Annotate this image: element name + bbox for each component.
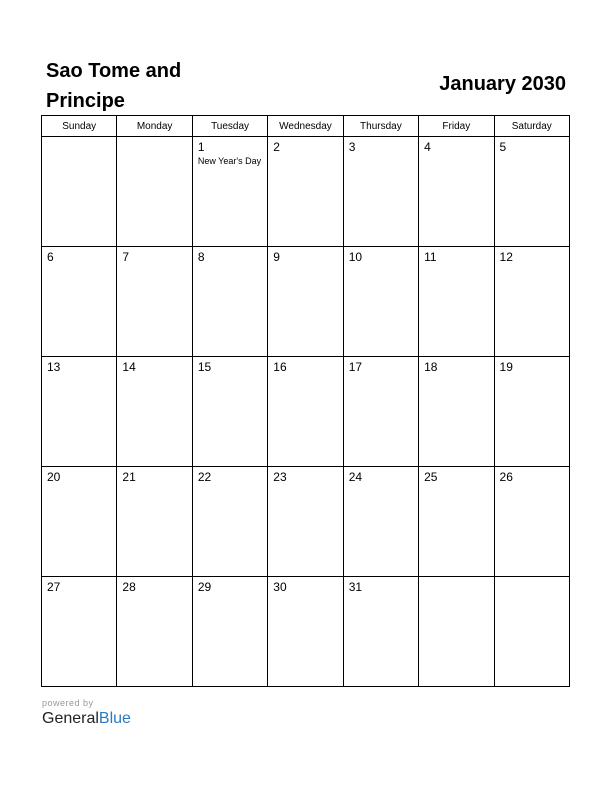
day-cell bbox=[192, 577, 267, 687]
day-number bbox=[42, 137, 116, 140]
day-number: 29 bbox=[197, 580, 212, 594]
month-title: January 2030 bbox=[439, 73, 566, 95]
day-number: 27 bbox=[47, 580, 61, 594]
day-number: 13 bbox=[47, 360, 61, 374]
day-number: 20 bbox=[47, 470, 61, 484]
day-cell bbox=[268, 357, 343, 467]
country-title: Sao Tome and Principe bbox=[46, 60, 182, 112]
weekday-monday: Monday bbox=[117, 116, 192, 137]
day-number: 16 bbox=[273, 360, 287, 374]
day-number: 3 bbox=[348, 140, 356, 154]
day-number: 23 bbox=[273, 470, 287, 484]
day-cell bbox=[494, 577, 569, 687]
day-number: 6 bbox=[47, 250, 54, 264]
brand-blue-text: Blue bbox=[98, 710, 131, 727]
day-number bbox=[495, 577, 569, 580]
day-cell bbox=[192, 467, 267, 577]
calendar-grid bbox=[41, 115, 570, 687]
day-number: 18 bbox=[424, 360, 438, 374]
brand-general-text: General bbox=[42, 710, 99, 727]
day-cell bbox=[117, 247, 192, 357]
day-number: 9 bbox=[273, 250, 280, 264]
weekday-friday: Friday bbox=[419, 116, 494, 137]
day-cell bbox=[268, 467, 343, 577]
day-cell bbox=[419, 247, 494, 357]
weekday-thursday: Thursday bbox=[343, 116, 418, 137]
day-number: 17 bbox=[348, 360, 363, 374]
weekday-tuesday: Tuesday bbox=[192, 116, 267, 137]
day-cell bbox=[268, 577, 343, 687]
day-cell bbox=[117, 467, 192, 577]
footer-branding bbox=[42, 698, 131, 729]
day-cell bbox=[42, 357, 117, 467]
day-number: 14 bbox=[122, 360, 136, 374]
day-number: 1 bbox=[197, 140, 205, 154]
day-cell bbox=[42, 137, 117, 247]
day-number: 19 bbox=[499, 360, 513, 374]
day-cell bbox=[117, 577, 192, 687]
weekday-header-row bbox=[42, 116, 570, 137]
day-cell bbox=[419, 467, 494, 577]
day-number: 10 bbox=[348, 250, 363, 264]
day-number: 22 bbox=[197, 470, 212, 484]
day-cell bbox=[192, 137, 267, 247]
day-cell bbox=[419, 577, 494, 687]
day-number: 24 bbox=[348, 470, 363, 484]
week-row bbox=[42, 467, 570, 577]
day-number: 5 bbox=[499, 140, 507, 154]
day-number: 12 bbox=[499, 250, 513, 264]
day-number: 25 bbox=[424, 470, 438, 484]
weekday-saturday: Saturday bbox=[494, 116, 569, 137]
day-cell bbox=[268, 247, 343, 357]
holiday-label: New Year's Day bbox=[197, 156, 262, 166]
day-number: 28 bbox=[122, 580, 136, 594]
day-cell bbox=[419, 137, 494, 247]
powered-by-label: powered by bbox=[42, 698, 94, 708]
day-cell bbox=[192, 357, 267, 467]
day-number: 21 bbox=[122, 470, 136, 484]
generalblue-logo[interactable] bbox=[42, 709, 131, 729]
day-cell bbox=[494, 357, 569, 467]
weekday-wednesday: Wednesday bbox=[268, 116, 343, 137]
day-number: 15 bbox=[197, 360, 212, 374]
day-number: 7 bbox=[122, 250, 130, 264]
day-number: 8 bbox=[197, 250, 205, 264]
day-cell bbox=[494, 137, 569, 247]
day-cell bbox=[343, 467, 418, 577]
weekday-sunday: Sunday bbox=[42, 116, 117, 137]
day-number: 11 bbox=[424, 250, 437, 264]
day-cell bbox=[42, 577, 117, 687]
week-row bbox=[42, 247, 570, 357]
day-cell bbox=[42, 467, 117, 577]
day-number: 4 bbox=[424, 140, 431, 154]
day-number: 30 bbox=[273, 580, 287, 594]
day-cell bbox=[117, 137, 192, 247]
day-cell bbox=[192, 247, 267, 357]
day-cell bbox=[268, 137, 343, 247]
day-cell bbox=[42, 247, 117, 357]
day-cell bbox=[117, 357, 192, 467]
day-cell bbox=[343, 137, 418, 247]
day-cell bbox=[494, 247, 569, 357]
day-cell bbox=[343, 357, 418, 467]
day-number bbox=[117, 137, 191, 140]
day-cell bbox=[343, 247, 418, 357]
day-number: 2 bbox=[273, 140, 280, 154]
day-cell bbox=[343, 577, 418, 687]
day-cell bbox=[494, 467, 569, 577]
day-number: 26 bbox=[499, 470, 513, 484]
week-row bbox=[42, 137, 570, 247]
day-number: 31 bbox=[348, 580, 363, 594]
day-number bbox=[419, 577, 493, 580]
week-row bbox=[42, 577, 570, 687]
day-cell bbox=[419, 357, 494, 467]
week-row bbox=[42, 357, 570, 467]
